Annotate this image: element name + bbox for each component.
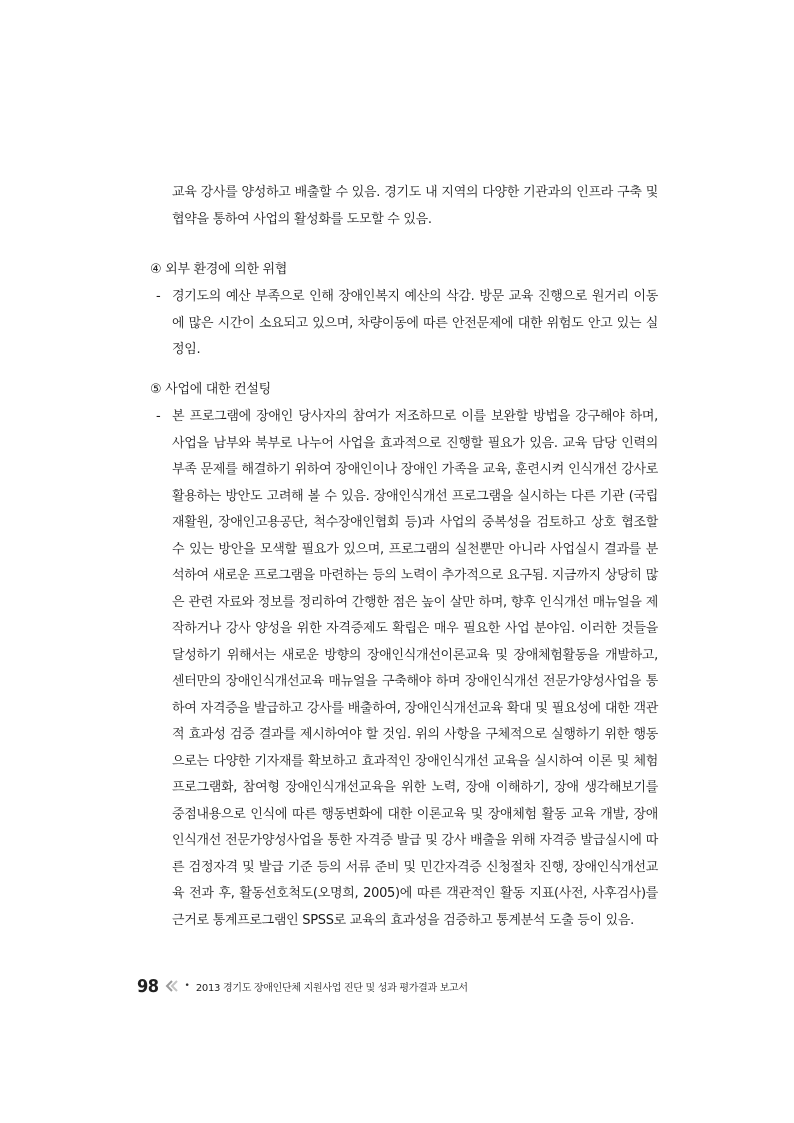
double-chevron-left-icon [165, 980, 179, 992]
section-4-heading: ④ 외부 환경에 의한 위협 [150, 262, 288, 277]
section-5-body: 본 프로그램에 장애인 당사자의 참여가 저조하므로 이를 보완할 방법을 강구해야 하며, 사업을 남부와 북부로 나누어 사업을 효과적으로 진행할 필요가 있음. 교육 담당 인력의 부족 문제를 해결하기 위하여 장애인이나 장애인 가족을 교육, 훈련시켜 인식개선 강사로 활용하는 방안도 고려해 볼 수 있음. 장애인식개선 프로그램을 실시하는 다른 기관 (국립재활원, 장애인고용공단, 척수장애인협회 등)과 사업의 중복성을 검토하고 상호 협조할 수 있는 방안을 모색할 필요가 있으며, 프로그램의 실천뿐만 아니라 사업실시 결과를 분석하여 새로운 프로그램을 마련하는 등의 노력이 추가적으로 요구됨. 지금까지 상당히 많은 관련 자료와 정보를 정리하여 간행한 점은 높이 살만 하며, 향후 인식개선 매뉴얼을 제작하거나 강사 양성을 위한 자격증제도 확립은 매우 필요한 사업 분야임. 이러한 것들을 달성하기 위해서는 새로운 방향의 장애인식개선이론교육 및 장애체험활동을 개발하고, 센터만의 장애인식개선교육 매뉴얼을 구축해야 하며 장애인식개선 전문가양성사업을 통하여 자격증을 발급하고 강사를 배출하여, 장애인식개선교육 확대 및 필요성에 대한 객관적 효과성 검증 결과를 제시하여야 할 것임. 위의 사항을 구체적으로 실행하기 위한 행동으로는 다양한 기자재를 확보하고 효과적인 장애인식개선 교육을 실시하여 이론 및 체험 프로그램화, 참여형 장애인식개선교육을 위한 노력, 장애 이해하기, 장애 생각해보기를 중점내용으로 인식에 따른 행동변화에 대한 이론교육 및 장애체험 활동 교육 개발, 장애인식개선 전문가양성사업을 통한 자격증 발급 및 강사 배출을 위해 자격증 발급실시에 따른 검정자격 및 발급 기준 등의 서류 준비 및 민간자격증 신청절차 진행, 장애인식개선교육 전과 후, 활동선호척도(오명희, 2005)에 따른 객관적인 활동 지표(사전, 사후검사)를 근거로 통계프로그램인 SPSS로 교육의 효과성을 검증하고 통계분석 도출 등이 있음. [172, 409, 658, 928]
section-5-dash: - [156, 409, 161, 424]
section-4-dash: - [156, 289, 161, 304]
section-4-body: 경기도의 예산 부족으로 인해 장애인복지 예산의 삭감. 방문 교육 진행으로 원거리 이동에 많은 시간이 소요되고 있으며, 차량이동에 따른 안전문제에 대한 위험도 안고 있는 실정임. [172, 289, 658, 357]
section-5-heading: ⑤ 사업에 대한 컨설팅 [150, 382, 271, 397]
footer-title: 2013 경기도 장애인단체 지원사업 진단 및 성과 평가결과 보고서 [195, 982, 468, 994]
continuation-paragraph: 교육 강사를 양성하고 배출할 수 있음. 경기도 내 지역의 다양한 기관과의 인프라 구축 및 협약을 통하여 사업의 활성화를 도모할 수 있음. [172, 185, 658, 227]
page-number: 98 [137, 975, 159, 997]
page-footer [137, 974, 468, 998]
footer-bullet: • [184, 981, 190, 991]
